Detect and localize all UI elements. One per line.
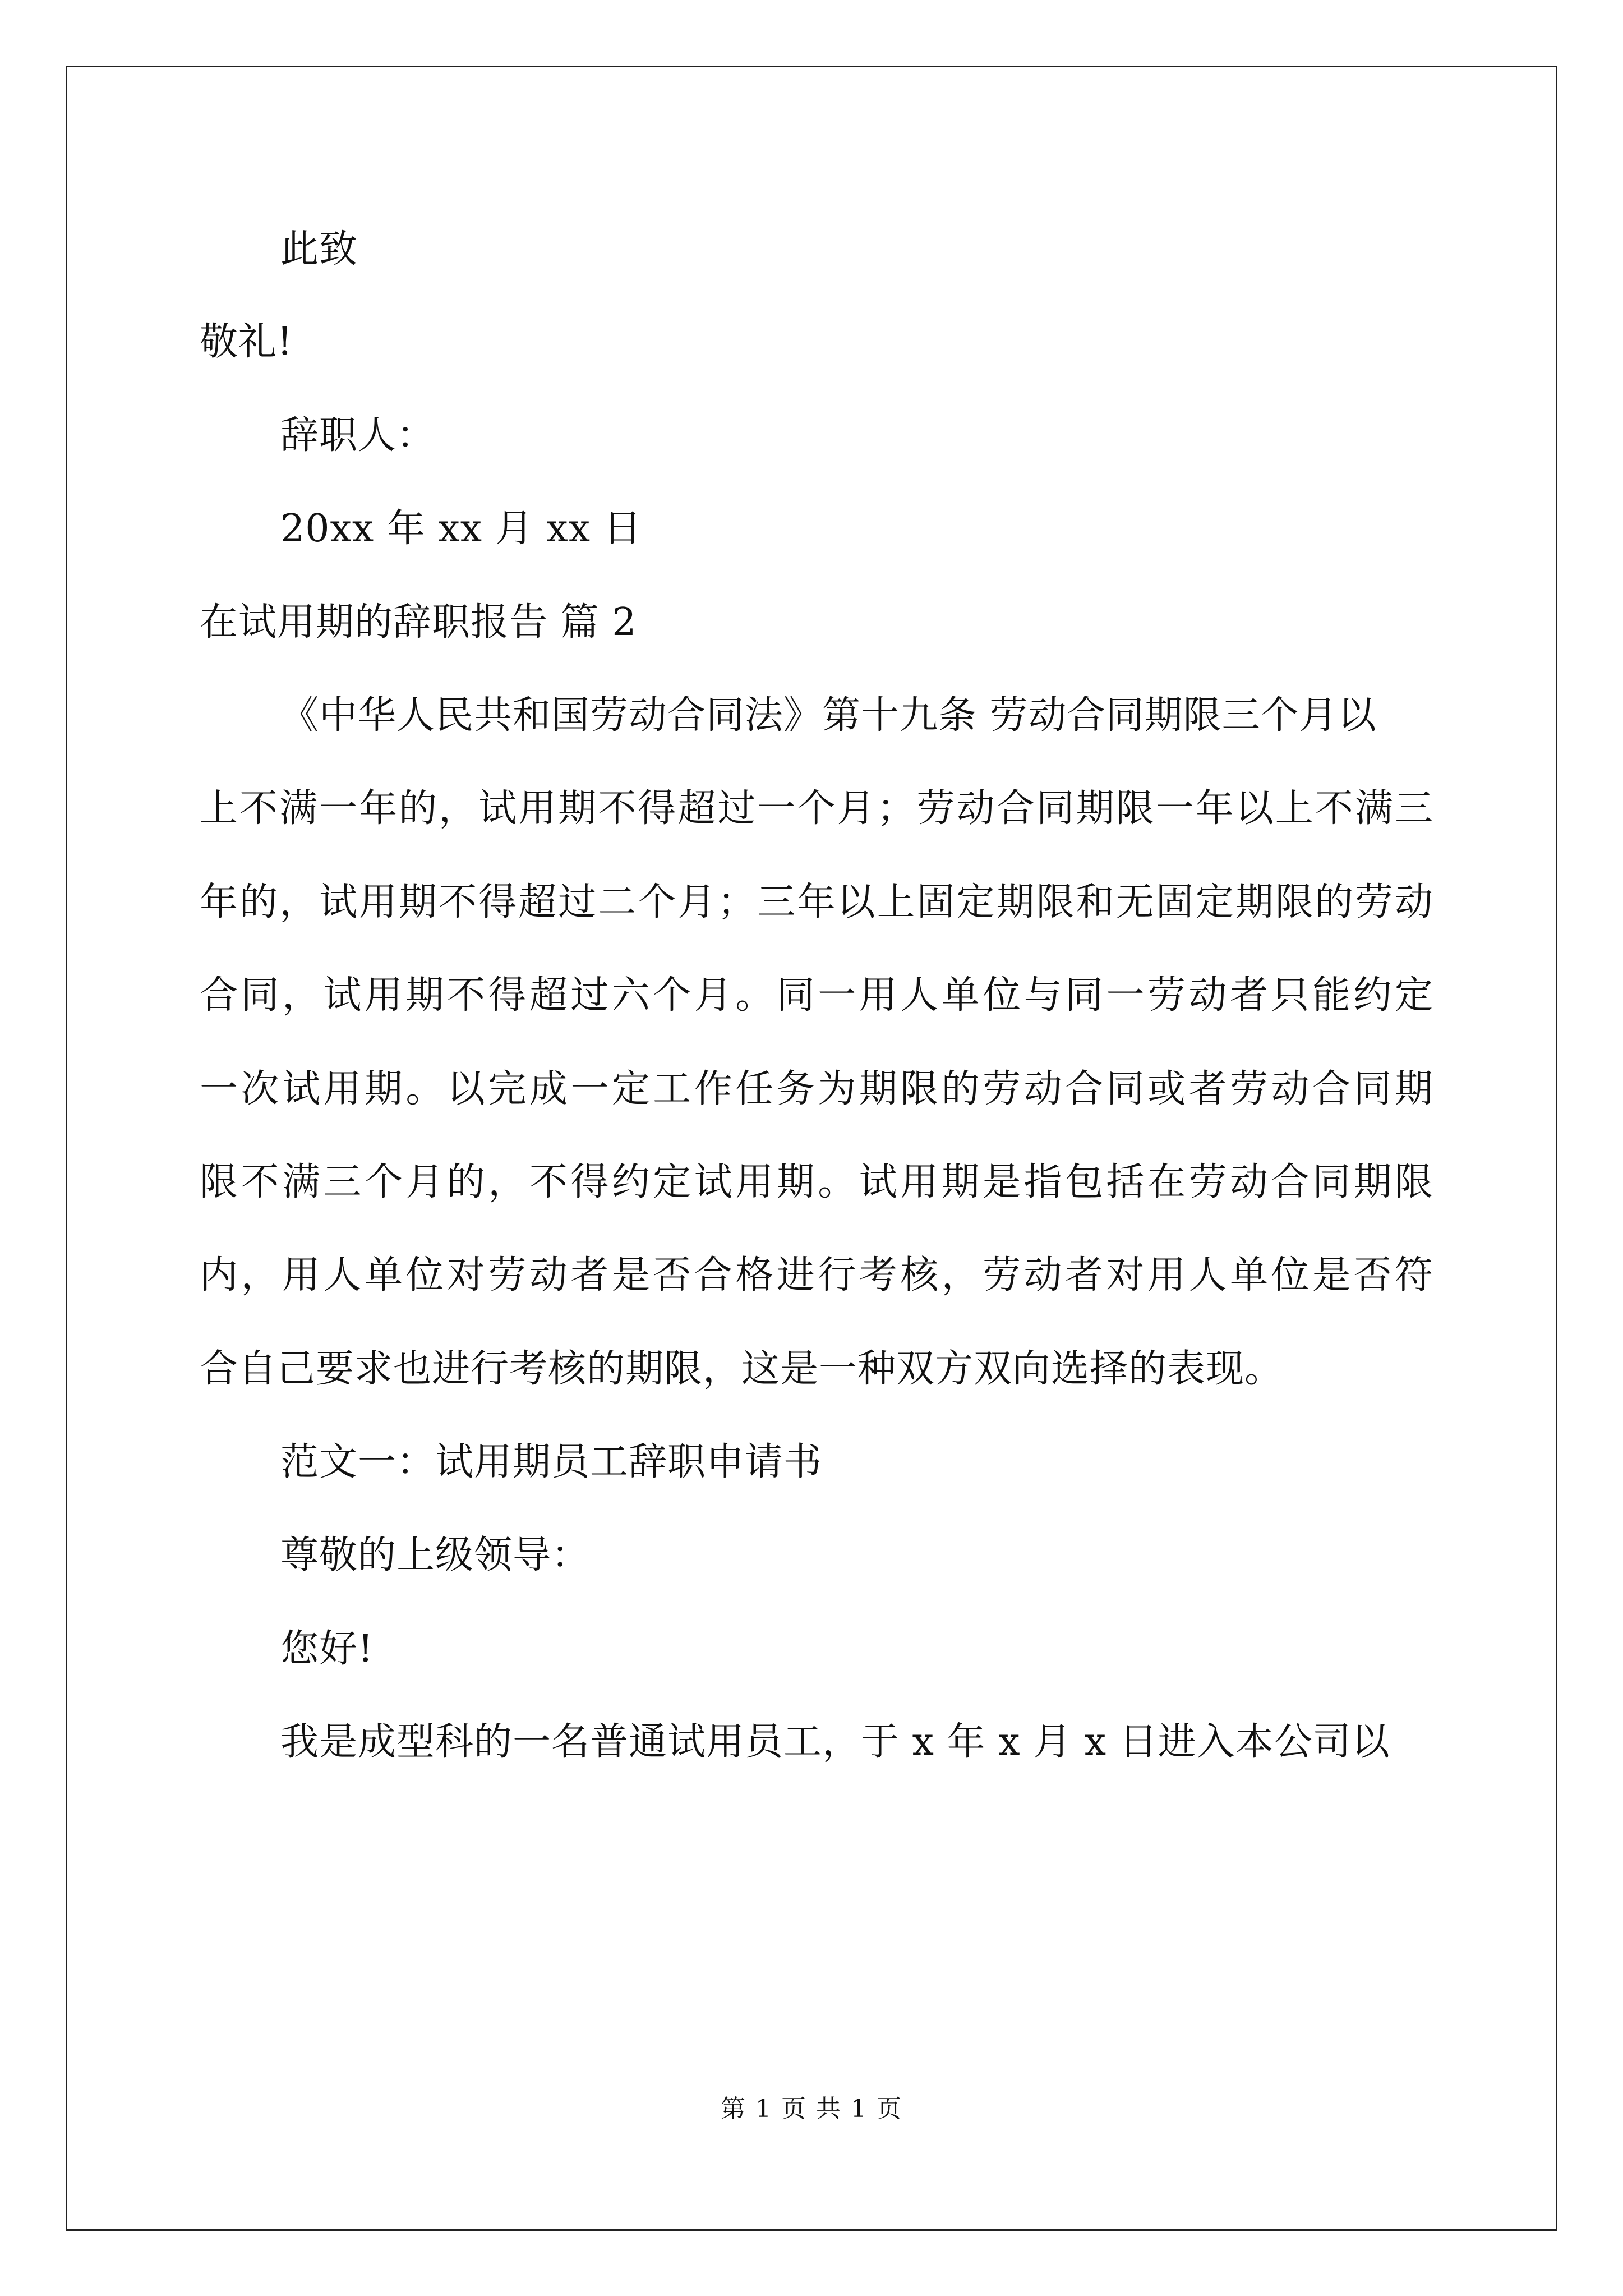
paragraph-line: 年的，试用期不得超过二个月；三年以上固定期限和无固定期限的劳动 [200, 880, 1433, 924]
signature-date: 20xx 年 xx 月 xx 日 [280, 507, 642, 551]
letter-greeting: 您好! [280, 1627, 374, 1671]
section-heading: 在试用期的辞职报告 篇 2 [200, 600, 637, 645]
sample-heading: 范文一：试用期员工辞职申请书 [280, 1440, 823, 1484]
paragraph-line: 内，用人单位对劳动者是否合格进行考核，劳动者对用人单位是否符 [200, 1253, 1433, 1297]
paragraph-line: 限不满三个月的，不得约定试用期。试用期是指包括在劳动合同期限 [200, 1160, 1433, 1204]
letter-body-line: 我是成型科的一名普通试用员工，于 x 年 x 月 x 日进入本公司以 [280, 1720, 1390, 1764]
closing-salutation: 此致 [280, 227, 358, 272]
paragraph-line: 合同，试用期不得超过六个月。同一用人单位与同一劳动者只能约定 [200, 973, 1433, 1018]
page-footer: 第 1 页 共 1 页 [721, 2095, 902, 2123]
paragraph-line: 合自己要求也进行考核的期限，这是一种双方双向选择的表现。 [200, 1347, 1284, 1391]
letter-salutation: 尊敬的上级领导： [280, 1533, 591, 1577]
page-border [66, 66, 1557, 2231]
paragraph-line: 上不满一年的，试用期不得超过一个月；劳动合同期限一年以上不满三 [200, 786, 1433, 831]
paragraph-line: 一次试用期。以完成一定工作任务为期限的劳动合同或者劳动合同期 [200, 1067, 1433, 1111]
paragraph-line: 《中华人民共和国劳动合同法》第十九条 劳动合同期限三个月以 [280, 693, 1377, 738]
signature-label: 辞职人： [280, 413, 436, 458]
closing-respect: 敬礼! [200, 320, 293, 364]
